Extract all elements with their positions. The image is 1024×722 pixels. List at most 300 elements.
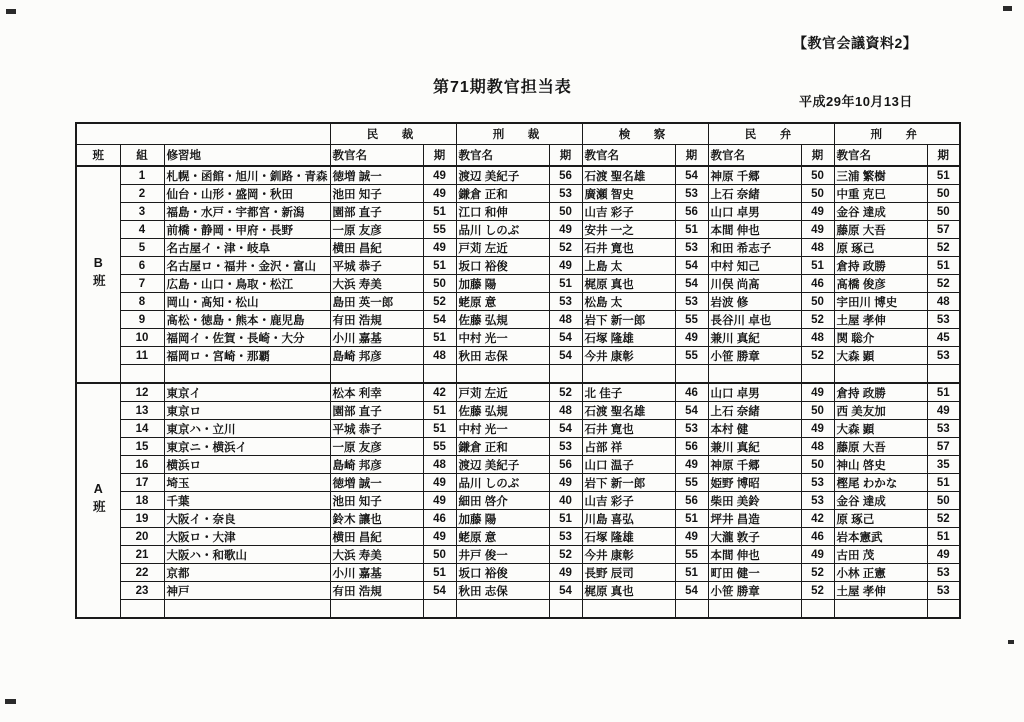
term-cell: 52 [801, 347, 834, 365]
instructor-name-cell: 中村 光一 [456, 420, 549, 438]
instructor-name-cell: 小林 正憲 [834, 564, 927, 582]
term-cell: 48 [801, 438, 834, 456]
term-cell: 54 [675, 402, 708, 420]
instructor-name-cell: 上島 太 [582, 257, 675, 275]
instructor-name-cell: 長谷川 卓也 [708, 311, 801, 329]
instructor-name-cell: 和田 希志子 [708, 239, 801, 257]
term-cell [549, 600, 582, 619]
instructor-name-cell: 樫尾 わかな [834, 474, 927, 492]
instructor-name-cell: 中村 知己 [708, 257, 801, 275]
column-header-kumi: 組 [120, 145, 164, 167]
kumi-number-cell: 12 [120, 383, 164, 402]
header-blank-corner [76, 123, 330, 145]
instructor-name-cell: 三浦 繁樹 [834, 166, 927, 185]
term-cell: 35 [927, 456, 960, 474]
term-cell: 53 [927, 582, 960, 600]
instructor-name-cell: 金谷 達成 [834, 203, 927, 221]
term-cell: 54 [675, 166, 708, 185]
term-cell: 51 [927, 528, 960, 546]
term-cell: 50 [801, 166, 834, 185]
column-header-place: 修習地 [164, 145, 330, 167]
instructor-name-cell: 大瀧 敦子 [708, 528, 801, 546]
table-row [76, 239, 960, 257]
instructor-name-cell: 姫野 博昭 [708, 474, 801, 492]
instructor-name-cell: 島田 英一郎 [330, 293, 423, 311]
kumi-number-cell: 14 [120, 420, 164, 438]
instructor-name-cell: 川俣 尚髙 [708, 275, 801, 293]
term-cell: 53 [927, 420, 960, 438]
instructor-name-cell: 神原 千郷 [708, 166, 801, 185]
kumi-number-cell: 13 [120, 402, 164, 420]
term-cell: 49 [801, 383, 834, 402]
training-place-cell: 札幌・函館・旭川・釧路・青森 [164, 166, 330, 185]
scan-artifact [1008, 640, 1014, 644]
instructor-name-cell: 北 佳子 [582, 383, 675, 402]
instructor-name-cell: 有田 浩規 [330, 582, 423, 600]
instructor-name-cell: 山口 温子 [582, 456, 675, 474]
instructor-name-cell [330, 365, 423, 384]
term-cell: 53 [675, 185, 708, 203]
term-cell: 54 [549, 420, 582, 438]
kumi-number-cell: 23 [120, 582, 164, 600]
term-cell [801, 600, 834, 619]
term-cell: 48 [801, 329, 834, 347]
instructor-name-cell: 江口 和伸 [456, 203, 549, 221]
term-cell: 49 [801, 420, 834, 438]
instructor-name-cell: 宇田川 博史 [834, 293, 927, 311]
term-cell: 48 [549, 311, 582, 329]
term-cell: 53 [927, 311, 960, 329]
instructor-name-cell: 今井 康彰 [582, 546, 675, 564]
training-place-cell: 東京ニ・横浜イ [164, 438, 330, 456]
training-place-cell: 広島・山口・鳥取・松江 [164, 275, 330, 293]
instructor-name-cell: 松本 利幸 [330, 383, 423, 402]
training-place-cell: 名古屋ロ・福井・金沢・富山 [164, 257, 330, 275]
term-cell [675, 600, 708, 619]
training-place-cell: 大阪ロ・大津 [164, 528, 330, 546]
term-cell: 51 [927, 257, 960, 275]
training-place-cell [164, 600, 330, 619]
instructor-name-cell: 小川 嘉基 [330, 564, 423, 582]
instructor-name-cell: 川島 喜弘 [582, 510, 675, 528]
term-cell: 56 [549, 166, 582, 185]
instructor-name-cell: 鈴木 讓也 [330, 510, 423, 528]
term-cell: 49 [423, 474, 456, 492]
term-cell: 42 [423, 383, 456, 402]
han-section-label: A班 [91, 481, 106, 517]
training-place-cell: 神戸 [164, 582, 330, 600]
training-place-cell: 前橋・静岡・甲府・長野 [164, 221, 330, 239]
term-cell: 52 [549, 239, 582, 257]
column-group-prosecution: 検 察 [582, 123, 708, 145]
term-cell: 54 [549, 582, 582, 600]
term-cell: 52 [549, 383, 582, 402]
instructor-name-cell: 一原 友彦 [330, 438, 423, 456]
instructor-name-cell: 大浜 寿美 [330, 275, 423, 293]
instructor-name-cell: 小笹 勝章 [708, 347, 801, 365]
term-cell: 51 [675, 510, 708, 528]
kumi-number-cell [120, 365, 164, 384]
instructor-assignment-table [75, 122, 961, 619]
term-cell: 52 [423, 293, 456, 311]
instructor-name-cell [708, 600, 801, 619]
instructor-name-cell: 土屋 孝伸 [834, 311, 927, 329]
table-row [76, 166, 960, 185]
term-cell: 50 [927, 185, 960, 203]
column-header-instructor: 教官名 [708, 145, 801, 167]
kumi-number-cell: 2 [120, 185, 164, 203]
term-cell: 52 [801, 582, 834, 600]
instructor-name-cell: 石塚 隆雄 [582, 528, 675, 546]
term-cell [549, 365, 582, 384]
term-cell: 48 [801, 239, 834, 257]
blank-row [76, 600, 960, 619]
instructor-name-cell: 兼川 真紀 [708, 438, 801, 456]
term-cell: 54 [423, 582, 456, 600]
term-cell: 55 [675, 347, 708, 365]
term-cell: 53 [549, 528, 582, 546]
column-header-term: 期 [927, 145, 960, 167]
term-cell: 48 [927, 293, 960, 311]
term-cell: 56 [675, 492, 708, 510]
table-row [76, 293, 960, 311]
instructor-name-cell: 岩下 新一郎 [582, 474, 675, 492]
term-cell: 53 [801, 492, 834, 510]
term-cell: 52 [801, 311, 834, 329]
instructor-name-cell: 長野 辰司 [582, 564, 675, 582]
instructor-name-cell: 園部 直子 [330, 402, 423, 420]
kumi-number-cell: 9 [120, 311, 164, 329]
kumi-number-cell: 16 [120, 456, 164, 474]
instructor-name-cell: 横田 昌紀 [330, 239, 423, 257]
kumi-number-cell: 7 [120, 275, 164, 293]
term-cell: 49 [549, 564, 582, 582]
term-cell: 50 [423, 275, 456, 293]
instructor-name-cell: 藤原 大吾 [834, 438, 927, 456]
instructor-name-cell: 池田 知子 [330, 185, 423, 203]
instructor-name-cell: 加藤 陽 [456, 510, 549, 528]
term-cell: 50 [423, 546, 456, 564]
han-section-cell [76, 383, 120, 618]
instructor-name-cell: 平城 恭子 [330, 420, 423, 438]
instructor-name-cell: 占部 祥 [582, 438, 675, 456]
scan-artifact [1003, 6, 1012, 11]
training-place-cell: 東京ロ [164, 402, 330, 420]
instructor-name-cell: 池田 知子 [330, 492, 423, 510]
term-cell: 51 [927, 383, 960, 402]
scan-artifact [6, 9, 16, 14]
kumi-number-cell: 15 [120, 438, 164, 456]
meeting-material-label: 【教官会議資料2】 [793, 35, 918, 51]
term-cell: 49 [801, 546, 834, 564]
term-cell: 49 [423, 185, 456, 203]
instructor-name-cell: 藤原 大吾 [834, 221, 927, 239]
term-cell [675, 365, 708, 384]
training-place-cell: 福岡イ・佐賀・長崎・大分 [164, 329, 330, 347]
term-cell [423, 365, 456, 384]
instructor-name-cell: 小笹 勝章 [708, 582, 801, 600]
term-cell: 49 [423, 166, 456, 185]
kumi-number-cell: 18 [120, 492, 164, 510]
training-place-cell: 横浜ロ [164, 456, 330, 474]
training-place-cell: 大阪イ・奈良 [164, 510, 330, 528]
instructor-name-cell: 山吉 彩子 [582, 492, 675, 510]
instructor-name-cell [456, 600, 549, 619]
term-cell: 49 [675, 528, 708, 546]
term-cell: 57 [927, 438, 960, 456]
term-cell [423, 600, 456, 619]
assignment-table-body [76, 166, 960, 618]
kumi-number-cell: 17 [120, 474, 164, 492]
instructor-name-cell: 山口 卓男 [708, 383, 801, 402]
term-cell: 55 [423, 438, 456, 456]
term-cell: 49 [549, 221, 582, 239]
term-cell: 49 [675, 456, 708, 474]
instructor-name-cell: 坂口 裕俊 [456, 564, 549, 582]
instructor-name-cell: 蛯原 意 [456, 293, 549, 311]
term-cell: 48 [549, 402, 582, 420]
column-header-term: 期 [423, 145, 456, 167]
instructor-name-cell [330, 600, 423, 619]
term-cell: 50 [801, 456, 834, 474]
term-cell: 49 [927, 402, 960, 420]
term-cell: 54 [549, 329, 582, 347]
term-cell: 51 [423, 257, 456, 275]
kumi-number-cell: 21 [120, 546, 164, 564]
instructor-name-cell: 原 琢己 [834, 510, 927, 528]
instructor-name-cell: 大浜 寿美 [330, 546, 423, 564]
term-cell: 56 [675, 203, 708, 221]
instructor-name-cell [834, 365, 927, 384]
kumi-number-cell: 6 [120, 257, 164, 275]
instructor-name-cell: 渡辺 美紀子 [456, 456, 549, 474]
table-row [76, 546, 960, 564]
term-cell: 54 [675, 257, 708, 275]
instructor-name-cell: 廣瀬 智史 [582, 185, 675, 203]
term-cell: 49 [675, 329, 708, 347]
document-date: 平成29年10月13日 [799, 94, 913, 109]
page-title: 第71期教官担当表 [433, 79, 572, 96]
term-cell: 50 [927, 492, 960, 510]
term-cell [927, 600, 960, 619]
instructor-name-cell: 石井 寛也 [582, 420, 675, 438]
training-place-cell: 名古屋イ・津・岐阜 [164, 239, 330, 257]
term-cell: 52 [801, 564, 834, 582]
term-cell: 53 [675, 420, 708, 438]
instructor-name-cell: 戸苅 左近 [456, 239, 549, 257]
table-row [76, 311, 960, 329]
kumi-number-cell [120, 600, 164, 619]
term-cell: 50 [927, 203, 960, 221]
kumi-number-cell: 1 [120, 166, 164, 185]
column-group-civil-court: 民 裁 [330, 123, 456, 145]
term-cell: 52 [927, 275, 960, 293]
instructor-name-cell: 大森 顕 [834, 420, 927, 438]
table-row [76, 329, 960, 347]
instructor-name-cell: 中重 克巳 [834, 185, 927, 203]
term-cell: 46 [423, 510, 456, 528]
training-place-cell: 大阪ハ・和歌山 [164, 546, 330, 564]
instructor-name-cell: 有田 浩規 [330, 311, 423, 329]
term-cell: 49 [549, 474, 582, 492]
table-row [76, 347, 960, 365]
term-cell: 53 [801, 474, 834, 492]
instructor-name-cell: 岩下 新一郎 [582, 311, 675, 329]
column-header-instructor: 教官名 [582, 145, 675, 167]
instructor-name-cell: 島崎 邦彦 [330, 347, 423, 365]
instructor-name-cell: 安井 一之 [582, 221, 675, 239]
instructor-name-cell: 石井 寛也 [582, 239, 675, 257]
column-header-instructor: 教官名 [834, 145, 927, 167]
sub-header-row [76, 145, 960, 167]
instructor-name-cell: 倉持 政勝 [834, 383, 927, 402]
instructor-name-cell: 金谷 達成 [834, 492, 927, 510]
instructor-name-cell: 園部 直子 [330, 203, 423, 221]
instructor-name-cell: 戸苅 左近 [456, 383, 549, 402]
term-cell: 53 [549, 438, 582, 456]
table-header [76, 123, 960, 166]
table-row [76, 456, 960, 474]
kumi-number-cell: 4 [120, 221, 164, 239]
term-cell: 55 [675, 311, 708, 329]
instructor-name-cell: 古田 茂 [834, 546, 927, 564]
table-row [76, 510, 960, 528]
term-cell: 40 [549, 492, 582, 510]
term-cell: 56 [675, 438, 708, 456]
table-row [76, 221, 960, 239]
term-cell: 56 [549, 456, 582, 474]
instructor-name-cell: 徳増 誠一 [330, 166, 423, 185]
training-place-cell: 千葉 [164, 492, 330, 510]
kumi-number-cell: 19 [120, 510, 164, 528]
instructor-name-cell: 島崎 邦彦 [330, 456, 423, 474]
table-row [76, 492, 960, 510]
term-cell: 53 [927, 564, 960, 582]
instructor-name-cell: 本間 伸也 [708, 546, 801, 564]
instructor-name-cell [456, 365, 549, 384]
han-section-label: B班 [91, 255, 106, 291]
term-cell: 51 [423, 203, 456, 221]
term-cell: 45 [927, 329, 960, 347]
term-cell: 51 [423, 420, 456, 438]
instructor-name-cell: 秋田 志保 [456, 347, 549, 365]
term-cell: 53 [675, 293, 708, 311]
instructor-name-cell: 秋田 志保 [456, 582, 549, 600]
instructor-name-cell: 西 美友加 [834, 402, 927, 420]
kumi-number-cell: 20 [120, 528, 164, 546]
table-row [76, 257, 960, 275]
term-cell: 46 [801, 528, 834, 546]
term-cell: 51 [423, 402, 456, 420]
column-group-criminal-defense: 刑 弁 [834, 123, 960, 145]
training-place-cell: 東京ハ・立川 [164, 420, 330, 438]
column-header-han: 班 [76, 145, 120, 167]
blank-row [76, 365, 960, 384]
instructor-name-cell: 町田 健一 [708, 564, 801, 582]
term-cell: 53 [549, 185, 582, 203]
instructor-name-cell [582, 365, 675, 384]
term-cell: 57 [927, 221, 960, 239]
instructor-name-cell: 石渡 聖名雄 [582, 166, 675, 185]
term-cell: 54 [423, 311, 456, 329]
instructor-name-cell: 渡辺 美紀子 [456, 166, 549, 185]
term-cell: 53 [927, 347, 960, 365]
instructor-name-cell: 倉持 政勝 [834, 257, 927, 275]
term-cell: 50 [801, 293, 834, 311]
table-row [76, 582, 960, 600]
training-place-cell: 仙台・山形・盛岡・秋田 [164, 185, 330, 203]
table-row [76, 383, 960, 402]
term-cell: 51 [675, 221, 708, 239]
instructor-name-cell: 徳増 誠一 [330, 474, 423, 492]
term-cell: 51 [549, 275, 582, 293]
term-cell: 46 [675, 383, 708, 402]
instructor-name-cell: 土屋 孝伸 [834, 582, 927, 600]
instructor-name-cell: 横田 昌紀 [330, 528, 423, 546]
table-row [76, 438, 960, 456]
instructor-name-cell [582, 600, 675, 619]
term-cell: 49 [423, 492, 456, 510]
instructor-name-cell: 岩本憲武 [834, 528, 927, 546]
instructor-name-cell: 佐藤 弘規 [456, 402, 549, 420]
table-row [76, 402, 960, 420]
term-cell: 49 [549, 257, 582, 275]
table-row [76, 528, 960, 546]
kumi-number-cell: 5 [120, 239, 164, 257]
training-place-cell: 岡山・髙知・松山 [164, 293, 330, 311]
kumi-number-cell: 3 [120, 203, 164, 221]
term-cell: 50 [549, 203, 582, 221]
instructor-name-cell: 本村 健 [708, 420, 801, 438]
term-cell: 51 [423, 329, 456, 347]
instructor-name-cell: 大森 顕 [834, 347, 927, 365]
term-cell: 52 [549, 546, 582, 564]
instructor-name-cell [708, 365, 801, 384]
instructor-name-cell: 平城 恭子 [330, 257, 423, 275]
term-cell: 50 [801, 185, 834, 203]
table-row [76, 275, 960, 293]
instructor-name-cell: 神山 啓史 [834, 456, 927, 474]
group-header-row [76, 123, 960, 145]
column-header-term: 期 [675, 145, 708, 167]
instructor-name-cell: 梶原 真也 [582, 582, 675, 600]
term-cell: 48 [423, 456, 456, 474]
term-cell: 55 [675, 474, 708, 492]
kumi-number-cell: 10 [120, 329, 164, 347]
instructor-name-cell: 岩波 修 [708, 293, 801, 311]
instructor-name-cell: 上石 奈緒 [708, 402, 801, 420]
term-cell: 49 [927, 546, 960, 564]
term-cell: 54 [549, 347, 582, 365]
term-cell: 49 [423, 239, 456, 257]
kumi-number-cell: 22 [120, 564, 164, 582]
instructor-name-cell: 今井 康彰 [582, 347, 675, 365]
instructor-name-cell: 蛯原 意 [456, 528, 549, 546]
term-cell: 50 [801, 402, 834, 420]
column-header-term: 期 [549, 145, 582, 167]
term-cell: 51 [675, 564, 708, 582]
kumi-number-cell: 11 [120, 347, 164, 365]
column-group-criminal-court: 刑 裁 [456, 123, 582, 145]
term-cell: 53 [549, 293, 582, 311]
instructor-name-cell: 中村 光一 [456, 329, 549, 347]
table-row [76, 564, 960, 582]
column-header-instructor: 教官名 [330, 145, 423, 167]
term-cell: 51 [549, 510, 582, 528]
training-place-cell: 東京イ [164, 383, 330, 402]
term-cell: 49 [801, 221, 834, 239]
instructor-name-cell: 井戸 俊一 [456, 546, 549, 564]
